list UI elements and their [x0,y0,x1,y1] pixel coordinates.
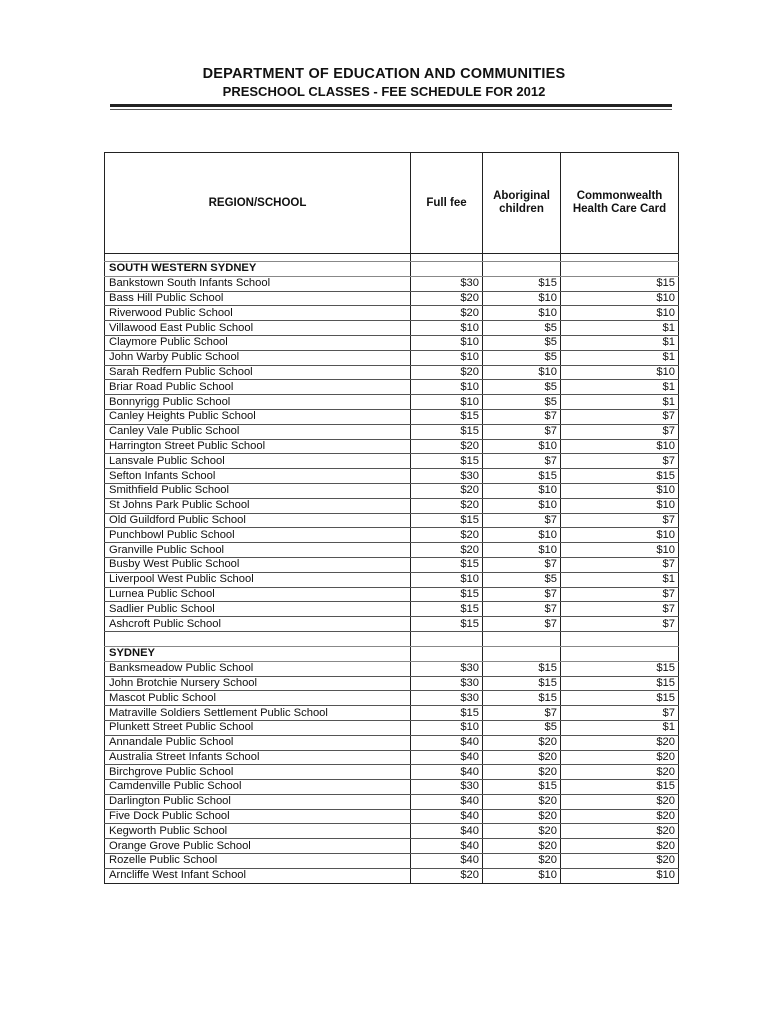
school-name-cell: Smithfield Public School [105,483,411,498]
school-name-cell: Canley Vale Public School [105,424,411,439]
full-fee-cell: $40 [411,750,483,765]
table-row [105,602,679,617]
aboriginal-fee-cell: $7 [483,513,561,528]
school-name-cell: Australia Street Infants School [105,750,411,765]
school-name-cell: Matraville Soldiers Settlement Public School [105,706,411,721]
school-name-cell: Sadlier Public School [105,602,411,617]
aboriginal-fee-cell: $7 [483,409,561,424]
school-name-cell: Mascot Public School [105,691,411,706]
school-name-cell: Orange Grove Public School [105,839,411,854]
school-name-cell: Annandale Public School [105,735,411,750]
health-care-card-fee-cell: $1 [561,321,679,336]
full-fee-cell: $15 [411,602,483,617]
table-header-row [105,153,679,254]
health-care-card-fee-cell: $20 [561,824,679,839]
region-empty-cell [483,646,561,661]
aboriginal-fee-cell: $10 [483,291,561,306]
health-care-card-fee-cell: $7 [561,409,679,424]
health-care-card-fee-cell: $10 [561,291,679,306]
health-care-card-fee-cell: $10 [561,483,679,498]
aboriginal-fee-cell: $5 [483,350,561,365]
full-fee-cell: $15 [411,424,483,439]
table-row [105,809,679,824]
full-fee-cell: $20 [411,528,483,543]
spacer-cell [483,254,561,262]
aboriginal-fee-cell: $5 [483,395,561,410]
aboriginal-fee-cell: $7 [483,587,561,602]
health-care-card-fee-cell: $1 [561,380,679,395]
health-care-card-fee-cell: $10 [561,306,679,321]
health-care-card-fee-cell: $20 [561,794,679,809]
spacer-cell [105,254,411,262]
health-care-card-fee-cell: $10 [561,868,679,883]
table-row [105,424,679,439]
full-fee-cell: $40 [411,854,483,869]
region-heading-row [105,262,679,277]
full-fee-cell: $10 [411,321,483,336]
table-row [105,380,679,395]
health-care-card-fee-cell: $20 [561,839,679,854]
health-care-card-fee-cell: $20 [561,809,679,824]
health-care-card-fee-cell: $7 [561,617,679,632]
region-empty-cell [411,262,483,277]
aboriginal-fee-cell: $7 [483,424,561,439]
aboriginal-fee-cell: $5 [483,321,561,336]
full-fee-cell: $20 [411,483,483,498]
health-care-card-fee-cell: $15 [561,661,679,676]
full-fee-cell: $15 [411,409,483,424]
table-row [105,765,679,780]
region-empty-cell [411,646,483,661]
aboriginal-fee-cell: $7 [483,602,561,617]
region-heading-row [105,646,679,661]
table-row [105,395,679,410]
spacer-row [105,631,679,646]
table-row [105,557,679,572]
header-rule [110,104,672,107]
school-name-cell: Liverpool West Public School [105,572,411,587]
school-name-cell: Villawood East Public School [105,321,411,336]
aboriginal-fee-cell: $20 [483,809,561,824]
table-row [105,321,679,336]
health-care-card-fee-cell: $10 [561,498,679,513]
school-name-cell: Harrington Street Public School [105,439,411,454]
school-name-cell: Sarah Redfern Public School [105,365,411,380]
full-fee-cell: $15 [411,587,483,602]
health-care-card-fee-cell: $1 [561,720,679,735]
aboriginal-fee-cell: $7 [483,557,561,572]
full-fee-cell: $10 [411,350,483,365]
school-name-cell: Bonnyrigg Public School [105,395,411,410]
health-care-card-fee-cell: $1 [561,572,679,587]
table-row [105,661,679,676]
aboriginal-fee-cell: $10 [483,483,561,498]
table-row [105,409,679,424]
table-row [105,483,679,498]
table-row [105,335,679,350]
full-fee-cell: $40 [411,824,483,839]
school-name-cell: St Johns Park Public School [105,498,411,513]
aboriginal-fee-cell: $20 [483,735,561,750]
aboriginal-fee-cell: $15 [483,691,561,706]
header-rule-thin [110,109,672,110]
fee-schedule-table [104,152,679,884]
region-name: SYDNEY [105,646,411,661]
table-row [105,469,679,484]
full-fee-cell: $20 [411,291,483,306]
table-row [105,587,679,602]
table-row [105,617,679,632]
health-care-card-fee-cell: $7 [561,602,679,617]
table-row [105,735,679,750]
table-row [105,276,679,291]
aboriginal-fee-cell: $15 [483,661,561,676]
table-row [105,854,679,869]
aboriginal-fee-cell: $20 [483,750,561,765]
school-name-cell: Punchbowl Public School [105,528,411,543]
aboriginal-fee-cell: $10 [483,498,561,513]
aboriginal-fee-cell: $7 [483,706,561,721]
full-fee-cell: $15 [411,557,483,572]
aboriginal-fee-cell: $7 [483,617,561,632]
school-name-cell: Canley Heights Public School [105,409,411,424]
health-care-card-fee-cell: $20 [561,735,679,750]
spacer-cell [561,631,679,646]
health-care-card-fee-cell: $7 [561,424,679,439]
health-care-card-fee-cell: $1 [561,395,679,410]
aboriginal-fee-cell: $5 [483,380,561,395]
table-row [105,794,679,809]
full-fee-cell: $40 [411,794,483,809]
full-fee-cell: $15 [411,617,483,632]
table-row [105,365,679,380]
school-name-cell: Busby West Public School [105,557,411,572]
health-care-card-fee-cell: $7 [561,557,679,572]
table-row [105,306,679,321]
health-care-card-fee-cell: $10 [561,528,679,543]
school-name-cell: Darlington Public School [105,794,411,809]
table-row [105,750,679,765]
school-name-cell: Bass Hill Public School [105,291,411,306]
table-row [105,720,679,735]
school-name-cell: Bankstown South Infants School [105,276,411,291]
full-fee-cell: $30 [411,780,483,795]
school-name-cell: Old Guildford Public School [105,513,411,528]
spacer-cell [561,254,679,262]
full-fee-cell: $30 [411,661,483,676]
full-fee-cell: $15 [411,454,483,469]
school-name-cell: Claymore Public School [105,335,411,350]
table-row [105,454,679,469]
full-fee-cell: $40 [411,839,483,854]
full-fee-cell: $10 [411,572,483,587]
health-care-card-fee-cell: $15 [561,780,679,795]
school-name-cell: Arncliffe West Infant School [105,868,411,883]
aboriginal-fee-cell: $20 [483,839,561,854]
full-fee-cell: $10 [411,380,483,395]
table-row [105,824,679,839]
full-fee-cell: $15 [411,706,483,721]
full-fee-cell: $30 [411,676,483,691]
health-care-card-fee-cell: $10 [561,365,679,380]
school-name-cell: Briar Road Public School [105,380,411,395]
aboriginal-fee-cell: $5 [483,720,561,735]
aboriginal-fee-cell: $15 [483,780,561,795]
aboriginal-fee-cell: $10 [483,365,561,380]
aboriginal-fee-cell: $5 [483,572,561,587]
full-fee-cell: $40 [411,809,483,824]
health-care-card-fee-cell: $7 [561,706,679,721]
table-row [105,350,679,365]
table-row [105,439,679,454]
table-row [105,780,679,795]
full-fee-cell: $30 [411,276,483,291]
health-care-card-fee-cell: $7 [561,454,679,469]
school-name-cell: Lansvale Public School [105,454,411,469]
school-name-cell: Birchgrove Public School [105,765,411,780]
school-name-cell: Lurnea Public School [105,587,411,602]
health-care-card-fee-cell: $7 [561,513,679,528]
region-empty-cell [561,262,679,277]
health-care-card-fee-cell: $20 [561,765,679,780]
aboriginal-fee-cell: $7 [483,454,561,469]
spacer-cell [411,254,483,262]
document-title: DEPARTMENT OF EDUCATION AND COMMUNITIES [202,66,566,82]
full-fee-cell: $40 [411,765,483,780]
full-fee-cell: $30 [411,469,483,484]
table-row [105,528,679,543]
school-name-cell: Camdenville Public School [105,780,411,795]
region-name: SOUTH WESTERN SYDNEY [105,262,411,277]
full-fee-cell: $10 [411,395,483,410]
aboriginal-fee-cell: $10 [483,439,561,454]
full-fee-cell: $20 [411,498,483,513]
full-fee-cell: $20 [411,868,483,883]
spacer-cell [483,631,561,646]
full-fee-cell: $10 [411,335,483,350]
school-name-cell: Banksmeadow Public School [105,661,411,676]
aboriginal-fee-cell: $20 [483,824,561,839]
school-name-cell: John Warby Public School [105,350,411,365]
health-care-card-fee-cell: $1 [561,350,679,365]
health-care-card-fee-cell: $10 [561,439,679,454]
school-name-cell: Five Dock Public School [105,809,411,824]
table-row [105,691,679,706]
aboriginal-fee-cell: $15 [483,676,561,691]
table-row [105,291,679,306]
table-row [105,839,679,854]
column-header-full-fee: Full fee [411,153,483,254]
school-name-cell: Rozelle Public School [105,854,411,869]
spacer-cell [411,631,483,646]
full-fee-cell: $10 [411,720,483,735]
health-care-card-fee-cell: $15 [561,691,679,706]
region-empty-cell [483,262,561,277]
column-header-aboriginal-children: Aboriginal children [483,153,561,254]
document-subtitle: PRESCHOOL CLASSES - FEE SCHEDULE FOR 2012 [222,84,546,99]
aboriginal-fee-cell: $10 [483,868,561,883]
school-name-cell: Ashcroft Public School [105,617,411,632]
table-row [105,513,679,528]
full-fee-cell: $20 [411,543,483,558]
aboriginal-fee-cell: $15 [483,469,561,484]
aboriginal-fee-cell: $20 [483,794,561,809]
full-fee-cell: $20 [411,439,483,454]
health-care-card-fee-cell: $20 [561,854,679,869]
health-care-card-fee-cell: $20 [561,750,679,765]
table-row [105,676,679,691]
full-fee-cell: $15 [411,513,483,528]
aboriginal-fee-cell: $5 [483,335,561,350]
health-care-card-fee-cell: $15 [561,676,679,691]
school-name-cell: Granville Public School [105,543,411,558]
full-fee-cell: $40 [411,735,483,750]
aboriginal-fee-cell: $10 [483,306,561,321]
spacer-row [105,254,679,262]
full-fee-cell: $20 [411,306,483,321]
aboriginal-fee-cell: $20 [483,854,561,869]
table-row [105,543,679,558]
table-row [105,572,679,587]
table-row [105,868,679,883]
spacer-cell [105,631,411,646]
health-care-card-fee-cell: $1 [561,335,679,350]
table-body [105,254,679,884]
health-care-card-fee-cell: $10 [561,543,679,558]
full-fee-cell: $20 [411,365,483,380]
health-care-card-fee-cell: $15 [561,469,679,484]
aboriginal-fee-cell: $10 [483,528,561,543]
full-fee-cell: $30 [411,691,483,706]
school-name-cell: Sefton Infants School [105,469,411,484]
table-row [105,498,679,513]
school-name-cell: John Brotchie Nursery School [105,676,411,691]
health-care-card-fee-cell: $7 [561,587,679,602]
column-header-health-care-card: Commonwealth Health Care Card [561,153,679,254]
aboriginal-fee-cell: $10 [483,543,561,558]
column-header-region-school: REGION/SCHOOL [105,153,411,254]
aboriginal-fee-cell: $15 [483,276,561,291]
school-name-cell: Riverwood Public School [105,306,411,321]
school-name-cell: Plunkett Street Public School [105,720,411,735]
school-name-cell: Kegworth Public School [105,824,411,839]
aboriginal-fee-cell: $20 [483,765,561,780]
health-care-card-fee-cell: $15 [561,276,679,291]
table-row [105,706,679,721]
region-empty-cell [561,646,679,661]
document-header [0,66,768,99]
